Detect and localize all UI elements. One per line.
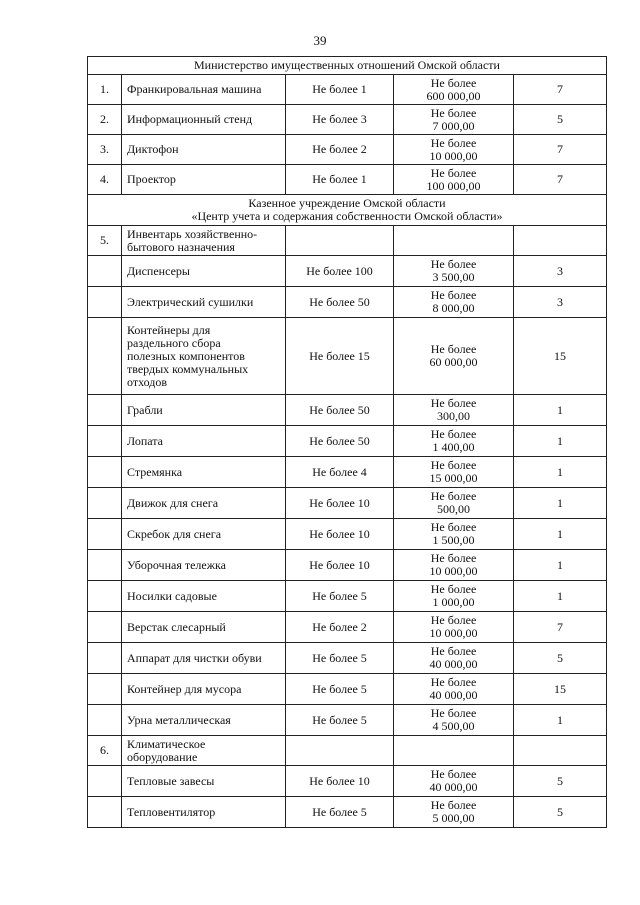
item-name-text: Диктофон	[127, 142, 179, 156]
price-line: 600 000,00	[426, 88, 481, 103]
item-name	[122, 287, 286, 318]
price-cell	[394, 318, 514, 395]
price-line: 100 000,00	[426, 178, 481, 193]
quantity-cell-text: Не более 10	[309, 773, 370, 788]
price-line: 500,00	[437, 502, 470, 516]
quantity-cell	[286, 736, 394, 766]
price-line: Не более	[430, 257, 477, 271]
price-line: 40 000,00	[429, 657, 478, 671]
service-life-cell	[514, 643, 607, 674]
item-row	[88, 105, 607, 135]
price-cell	[394, 766, 514, 797]
row-number-empty	[88, 643, 122, 674]
item-name-line: Аппарат для чистки обуви	[127, 650, 262, 665]
price-cell	[394, 550, 514, 581]
service-life-cell-text: 1	[557, 464, 563, 479]
item-name-line: Скребок для снега	[127, 526, 222, 541]
item-name	[122, 797, 286, 828]
price-line: 1 400,00	[432, 440, 475, 454]
service-life-cell	[514, 226, 607, 256]
norms-table-body	[88, 57, 607, 828]
service-life-cell-text: 1	[557, 557, 563, 572]
price-cell	[394, 226, 514, 256]
item-row	[88, 581, 607, 612]
quantity-cell	[286, 705, 394, 736]
service-life-cell	[514, 165, 607, 195]
item-name	[122, 766, 286, 797]
price-cell	[394, 519, 514, 550]
quantity-cell	[286, 318, 394, 395]
price-line: 40 000,00	[429, 688, 478, 702]
price-cell	[394, 75, 514, 105]
item-name-line: Электрический сушилки	[127, 294, 254, 309]
price-cell	[394, 674, 514, 705]
service-life-cell-text: 5	[557, 650, 563, 665]
service-life-cell	[514, 488, 607, 519]
quantity-cell-text: Не более 3	[312, 112, 367, 126]
item-row	[88, 287, 607, 318]
price-line: 10 000,00	[429, 626, 478, 640]
service-life-cell-text: 15	[554, 681, 566, 696]
service-life-cell-text: 3	[557, 294, 563, 309]
item-name	[122, 256, 286, 287]
quantity-cell	[286, 612, 394, 643]
price-line: 60 000,00	[429, 355, 478, 369]
service-life-cell-text: 7	[557, 142, 563, 156]
quantity-cell-text: Не более 15	[309, 348, 370, 363]
price-line: Не более	[430, 613, 477, 627]
price-cell	[394, 105, 514, 135]
service-life-cell	[514, 105, 607, 135]
quantity-cell-text: Не более 5	[312, 804, 367, 819]
row-number-text: 1.	[100, 82, 109, 96]
quantity-cell	[286, 488, 394, 519]
category-row	[88, 736, 607, 766]
category-name-line: Инвентарь хозяйственно-	[127, 226, 258, 241]
row-number-empty	[88, 287, 122, 318]
quantity-cell-text: Не более 5	[312, 712, 367, 727]
item-name	[122, 105, 286, 135]
quantity-cell	[286, 287, 394, 318]
item-name	[122, 457, 286, 488]
item-name-line: раздельного сбора	[127, 335, 221, 350]
row-number-empty	[88, 318, 122, 395]
row-number	[88, 105, 122, 135]
price-line: 3 500,00	[432, 270, 475, 284]
service-life-cell	[514, 797, 607, 828]
price-line: Не более	[430, 798, 477, 812]
item-row	[88, 135, 607, 165]
item-name-line: Урна металлическая	[127, 712, 231, 727]
row-number-empty	[88, 797, 122, 828]
category-name	[122, 736, 286, 766]
service-life-cell	[514, 519, 607, 550]
service-life-cell-text: 5	[557, 773, 563, 788]
price-cell	[394, 612, 514, 643]
price-line: 40 000,00	[429, 780, 478, 794]
item-row	[88, 426, 607, 457]
price-cell	[394, 256, 514, 287]
row-number	[88, 135, 122, 165]
item-row	[88, 643, 607, 674]
service-life-cell	[514, 674, 607, 705]
quantity-cell-text: Не более 50	[309, 402, 370, 417]
row-number-text: 6.	[100, 743, 109, 757]
item-name-line: Контейнеры для	[127, 322, 211, 337]
quantity-cell	[286, 135, 394, 165]
item-name-line: полезных компонентов	[127, 348, 245, 363]
price-line: 10 000,00	[429, 564, 478, 578]
service-life-cell-text: 1	[557, 526, 563, 541]
service-life-cell	[514, 550, 607, 581]
service-life-cell-text: 3	[557, 263, 563, 278]
row-number-empty	[88, 612, 122, 643]
row-number	[88, 75, 122, 105]
item-name-line: Диспенсеры	[127, 263, 190, 278]
item-name	[122, 519, 286, 550]
item-row	[88, 75, 607, 105]
row-number-empty	[88, 705, 122, 736]
section-title-line: «Центр учета и содержания собственности Омской области»	[191, 209, 503, 223]
quantity-cell-text: Не более 5	[312, 681, 367, 696]
quantity-cell	[286, 643, 394, 674]
quantity-cell	[286, 105, 394, 135]
item-name-text: Проектор	[127, 172, 176, 186]
quantity-cell	[286, 674, 394, 705]
price-line: 5 000,00	[432, 811, 475, 825]
price-line: 10 000,00	[429, 148, 478, 163]
price-cell	[394, 426, 514, 457]
service-life-cell	[514, 426, 607, 457]
row-number-empty	[88, 457, 122, 488]
row-number-empty	[88, 550, 122, 581]
section-title	[88, 195, 607, 226]
row-number-empty	[88, 395, 122, 426]
quantity-cell	[286, 395, 394, 426]
price-cell	[394, 705, 514, 736]
item-row	[88, 395, 607, 426]
category-row	[88, 226, 607, 256]
category-name-line: бытового назначения	[127, 239, 235, 254]
item-row	[88, 318, 607, 395]
price-cell	[394, 457, 514, 488]
item-row	[88, 165, 607, 195]
service-life-cell	[514, 256, 607, 287]
quantity-cell-text: Не более 50	[309, 294, 370, 309]
row-number-empty	[88, 256, 122, 287]
item-name-line: Грабли	[127, 402, 163, 417]
service-life-cell	[514, 318, 607, 395]
price-line: Не более	[430, 644, 477, 658]
item-name-line: Контейнер для мусора	[127, 681, 242, 696]
service-life-cell	[514, 457, 607, 488]
quantity-cell-text: Не более 2	[312, 142, 367, 156]
quantity-cell-text: Не более 100	[306, 263, 373, 278]
service-life-cell-text: 15	[554, 348, 566, 363]
quantity-cell-text: Не более 4	[312, 464, 367, 479]
quantity-cell	[286, 256, 394, 287]
row-number-text: 5.	[100, 233, 109, 247]
service-life-cell	[514, 287, 607, 318]
row-number	[88, 165, 122, 195]
price-cell	[394, 643, 514, 674]
price-cell	[394, 736, 514, 766]
item-name-line: Верстак слесарный	[127, 619, 226, 634]
quantity-cell-text: Не более 1	[312, 82, 367, 96]
item-name-line: Тепловые завесы	[127, 773, 215, 788]
price-line: 1 500,00	[432, 533, 475, 547]
item-row	[88, 519, 607, 550]
service-life-cell	[514, 395, 607, 426]
quantity-cell-text: Не более 10	[309, 557, 370, 572]
service-life-cell	[514, 75, 607, 105]
item-name-line: Тепловентилятор	[127, 804, 216, 819]
norms-table	[87, 56, 607, 828]
item-name-line: отходов	[127, 374, 168, 389]
item-name	[122, 705, 286, 736]
price-line: Не более	[430, 458, 477, 472]
row-number-empty	[88, 519, 122, 550]
service-life-cell	[514, 612, 607, 643]
item-row	[88, 797, 607, 828]
price-line: Не более	[430, 342, 477, 356]
service-life-cell	[514, 736, 607, 766]
row-number	[88, 226, 122, 256]
row-number-text: 2.	[100, 112, 109, 126]
section-header-row	[88, 57, 607, 75]
item-row	[88, 550, 607, 581]
price-cell	[394, 581, 514, 612]
price-line: 4 500,00	[432, 719, 475, 733]
quantity-cell	[286, 766, 394, 797]
quantity-cell	[286, 426, 394, 457]
service-life-cell-text: 7	[557, 619, 563, 634]
section-title-line: Министерство имущественных отношений Омской области	[194, 58, 500, 72]
item-name	[122, 395, 286, 426]
section-title	[88, 57, 607, 75]
item-name	[122, 426, 286, 457]
price-line: Не более	[430, 675, 477, 689]
item-name-line: твердых коммунальных	[127, 361, 249, 376]
item-row	[88, 766, 607, 797]
quantity-cell	[286, 165, 394, 195]
item-row	[88, 674, 607, 705]
service-life-cell-text: 7	[557, 172, 563, 186]
item-name	[122, 581, 286, 612]
item-name-line: Лопата	[127, 433, 163, 448]
row-number-empty	[88, 488, 122, 519]
price-line: Не более	[430, 706, 477, 720]
price-line: Не более	[430, 520, 477, 534]
price-line: 15 000,00	[429, 471, 478, 485]
item-row	[88, 705, 607, 736]
item-row	[88, 256, 607, 287]
price-cell	[394, 797, 514, 828]
service-life-cell	[514, 705, 607, 736]
item-name-line: Стремянка	[127, 464, 183, 479]
service-life-cell-text: 1	[557, 588, 563, 603]
item-name	[122, 488, 286, 519]
item-name-text: Франкировальная машина	[127, 82, 262, 96]
price-cell	[394, 135, 514, 165]
service-life-cell	[514, 581, 607, 612]
section-title-line: Казенное учреждение Омской области	[248, 196, 446, 210]
service-life-cell-text: 1	[557, 402, 563, 417]
price-line: Не более	[430, 427, 477, 441]
price-line: 8 000,00	[432, 301, 475, 315]
quantity-cell	[286, 75, 394, 105]
category-name	[122, 226, 286, 256]
item-name	[122, 135, 286, 165]
row-number-text: 4.	[100, 172, 109, 186]
service-life-cell-text: 5	[557, 112, 563, 126]
service-life-cell	[514, 766, 607, 797]
item-name	[122, 674, 286, 705]
item-name	[122, 643, 286, 674]
row-number-empty	[88, 426, 122, 457]
item-row	[88, 612, 607, 643]
row-number-empty	[88, 766, 122, 797]
quantity-cell-text: Не более 2	[312, 619, 367, 634]
price-line: Не более	[430, 396, 477, 410]
item-row	[88, 457, 607, 488]
item-name	[122, 612, 286, 643]
price-line: Не более	[430, 165, 477, 180]
price-line: Не более	[430, 135, 477, 150]
row-number	[88, 736, 122, 766]
quantity-cell-text: Не более 1	[312, 172, 367, 186]
quantity-cell	[286, 226, 394, 256]
quantity-cell-text: Не более 50	[309, 433, 370, 448]
price-cell	[394, 488, 514, 519]
row-number-empty	[88, 674, 122, 705]
page-number: 39	[313, 33, 327, 48]
price-line: Не более	[430, 489, 477, 503]
item-name-line: Носилки садовые	[127, 588, 217, 603]
price-cell	[394, 165, 514, 195]
item-name	[122, 550, 286, 581]
service-life-cell-text: 7	[557, 82, 563, 96]
category-name-line: оборудование	[127, 749, 198, 764]
section-header-row	[88, 195, 607, 226]
price-line: Не более	[430, 288, 477, 302]
service-life-cell-text: 1	[557, 495, 563, 510]
item-name	[122, 75, 286, 105]
row-number-empty	[88, 581, 122, 612]
price-line: Не более	[430, 105, 477, 120]
price-line: 1 000,00	[432, 595, 475, 609]
service-life-cell-text: 5	[557, 804, 563, 819]
item-name	[122, 318, 286, 395]
category-name-line: Климатическое	[127, 736, 206, 751]
price-line: 300,00	[437, 409, 470, 423]
quantity-cell-text: Не более 5	[312, 588, 367, 603]
item-name	[122, 165, 286, 195]
price-line: Не более	[430, 767, 477, 781]
quantity-cell-text: Не более 5	[312, 650, 367, 665]
quantity-cell	[286, 581, 394, 612]
quantity-cell	[286, 550, 394, 581]
price-line: Не более	[430, 551, 477, 565]
row-number-text: 3.	[100, 142, 109, 156]
price-line: Не более	[430, 582, 477, 596]
price-cell	[394, 395, 514, 426]
quantity-cell-text: Не более 10	[309, 526, 370, 541]
quantity-cell	[286, 519, 394, 550]
service-life-cell-text: 1	[557, 433, 563, 448]
item-row	[88, 488, 607, 519]
price-line: 7 000,00	[432, 118, 475, 133]
service-life-cell	[514, 135, 607, 165]
service-life-cell-text: 1	[557, 712, 563, 727]
quantity-cell	[286, 797, 394, 828]
quantity-cell-text: Не более 10	[309, 495, 370, 510]
quantity-cell	[286, 457, 394, 488]
price-cell	[394, 287, 514, 318]
item-name-line: Движок для снега	[127, 495, 219, 510]
price-line: Не более	[430, 75, 477, 90]
item-name-line: Уборочная тележка	[127, 557, 226, 572]
item-name-text: Информационный стенд	[127, 112, 253, 126]
